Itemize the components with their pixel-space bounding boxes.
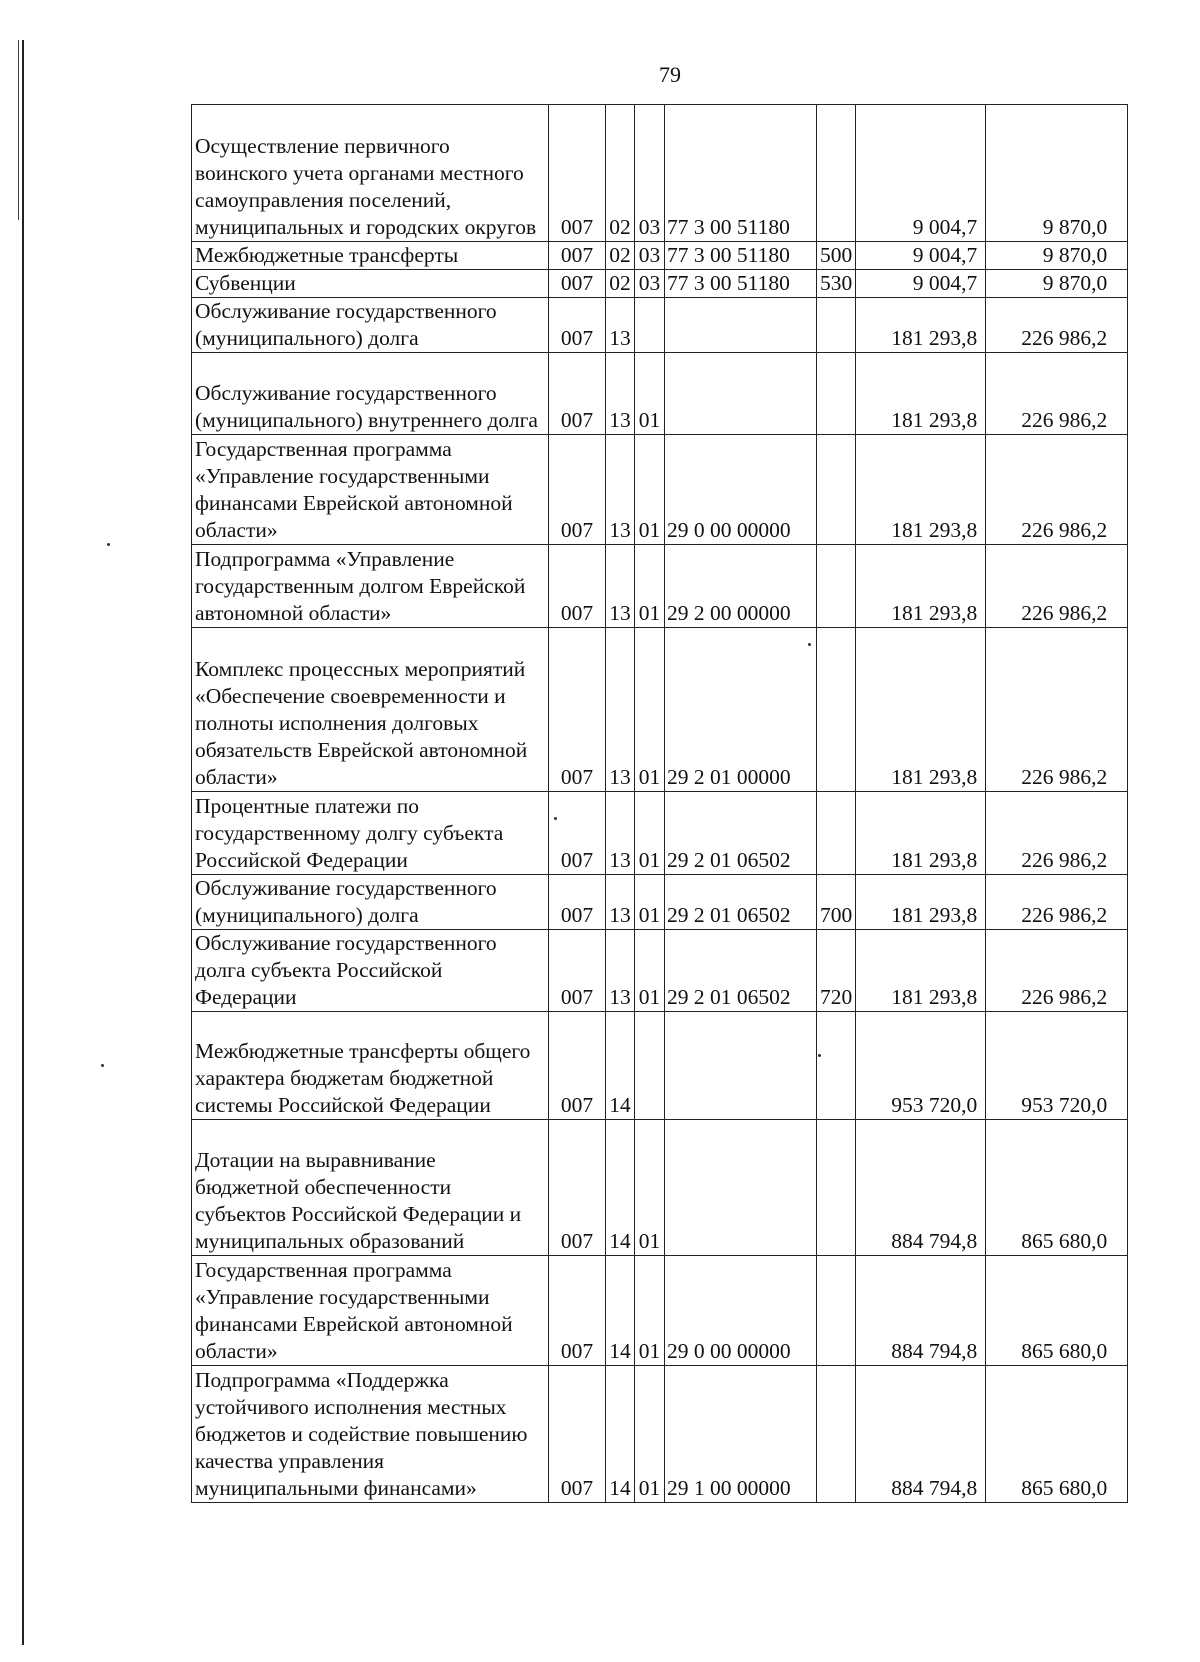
amount-year-2: 226 986,2 <box>986 545 1128 628</box>
amount-year-1: 884 794,8 <box>856 1256 986 1366</box>
subsection-code: 01 <box>635 545 665 628</box>
table-row <box>192 1256 1128 1366</box>
table-row <box>192 1120 1128 1256</box>
amount-year-1: 181 293,8 <box>856 930 986 1012</box>
expense-type-code <box>817 435 856 545</box>
amount-year-1: 181 293,8 <box>856 353 986 435</box>
target-article-code <box>665 1012 817 1120</box>
amount-year-1: 181 293,8 <box>856 628 986 792</box>
target-article-code: 29 2 01 06502 <box>665 792 817 875</box>
subsection-code: 01 <box>635 1366 665 1503</box>
ministry-code: 007 <box>549 353 606 435</box>
row-name: Государственная программа «Управление государственными финансами Еврейской автономной области» <box>192 1256 549 1366</box>
expense-type-code <box>817 1256 856 1366</box>
subsection-code: 01 <box>635 353 665 435</box>
table-row <box>192 105 1128 242</box>
section-code: 14 <box>606 1366 635 1503</box>
scan-margin-line <box>22 40 24 1645</box>
row-name: Обслуживание государственного (муниципального) внутреннего долга <box>192 353 549 435</box>
amount-year-2: 953 720,0 <box>986 1012 1128 1120</box>
section-code: 13 <box>606 545 635 628</box>
amount-year-2: 9 870,0 <box>986 242 1128 270</box>
amount-year-2: 865 680,0 <box>986 1256 1128 1366</box>
ministry-code: 007 <box>549 1012 606 1120</box>
amount-year-2: 9 870,0 <box>986 270 1128 298</box>
row-name: Государственная программа «Управление государственными финансами Еврейской автономной области» <box>192 435 549 545</box>
expense-type-code <box>817 1120 856 1256</box>
section-code: 13 <box>606 435 635 545</box>
subsection-code: 01 <box>635 792 665 875</box>
row-name: Межбюджетные трансферты <box>192 242 549 270</box>
table-row <box>192 242 1128 270</box>
ministry-code: 007 <box>549 242 606 270</box>
row-name: Дотации на выравнивание бюджетной обеспеченности субъектов Российской Федерации и муниципальных образований <box>192 1120 549 1256</box>
amount-year-2: 9 870,0 <box>986 105 1128 242</box>
subsection-code: 03 <box>635 242 665 270</box>
amount-year-1: 9 004,7 <box>856 270 986 298</box>
section-code: 13 <box>606 930 635 1012</box>
ministry-code: 007 <box>549 792 606 875</box>
subsection-code: 01 <box>635 1256 665 1366</box>
row-name: Обслуживание государственного (муниципального) долга <box>192 875 549 930</box>
table-row <box>192 875 1128 930</box>
amount-year-1: 181 293,8 <box>856 298 986 353</box>
amount-year-2: 226 986,2 <box>986 435 1128 545</box>
subsection-code: 01 <box>635 875 665 930</box>
section-code: 02 <box>606 270 635 298</box>
budget-table-body <box>192 105 1128 1503</box>
table-row <box>192 270 1128 298</box>
ministry-code: 007 <box>549 270 606 298</box>
ministry-code: 007 <box>549 1366 606 1503</box>
subsection-code: 01 <box>635 1120 665 1256</box>
subsection-code <box>635 1012 665 1120</box>
amount-year-1: 884 794,8 <box>856 1366 986 1503</box>
ministry-code: 007 <box>549 298 606 353</box>
table-row <box>192 298 1128 353</box>
table-row <box>192 545 1128 628</box>
ministry-code: 007 <box>549 435 606 545</box>
amount-year-1: 181 293,8 <box>856 792 986 875</box>
expense-type-code: 500 <box>817 242 856 270</box>
expense-type-code: 530 <box>817 270 856 298</box>
amount-year-2: 226 986,2 <box>986 628 1128 792</box>
subsection-code: 01 <box>635 628 665 792</box>
target-article-code: 29 0 00 00000 <box>665 1256 817 1366</box>
section-code: 13 <box>606 792 635 875</box>
target-article-code <box>665 353 817 435</box>
amount-year-1: 181 293,8 <box>856 435 986 545</box>
section-code: 13 <box>606 628 635 792</box>
target-article-code <box>665 298 817 353</box>
ministry-code: 007 <box>549 628 606 792</box>
expense-type-code <box>817 1366 856 1503</box>
row-name: Подпрограмма «Управление государственным долгом Еврейской автономной области» <box>192 545 549 628</box>
row-name: Процентные платежи по государственному долгу субъекта Российской Федерации <box>192 792 549 875</box>
subsection-code <box>635 298 665 353</box>
table-row <box>192 628 1128 792</box>
amount-year-2: 865 680,0 <box>986 1366 1128 1503</box>
row-name: Осуществление первичного воинского учета органами местного самоуправления поселений, муниципальных и городских округов <box>192 105 549 242</box>
subsection-code: 03 <box>635 105 665 242</box>
target-article-code <box>665 1120 817 1256</box>
amount-year-2: 226 986,2 <box>986 875 1128 930</box>
budget-table <box>191 104 1128 1503</box>
row-name: Подпрограмма «Поддержка устойчивого исполнения местных бюджетов и содействие повышению качества управления муниципальными финансами» <box>192 1366 549 1503</box>
amount-year-1: 9 004,7 <box>856 105 986 242</box>
amount-year-1: 9 004,7 <box>856 242 986 270</box>
row-name: Обслуживание государственного (муниципального) долга <box>192 298 549 353</box>
subsection-code: 03 <box>635 270 665 298</box>
section-code: 13 <box>606 353 635 435</box>
amount-year-2: 226 986,2 <box>986 298 1128 353</box>
target-article-code: 29 2 01 00000 <box>665 628 817 792</box>
scan-speck <box>101 1064 104 1067</box>
row-name: Субвенции <box>192 270 549 298</box>
section-code: 02 <box>606 242 635 270</box>
ministry-code: 007 <box>549 105 606 242</box>
subsection-code: 01 <box>635 930 665 1012</box>
section-code: 13 <box>606 298 635 353</box>
ministry-code: 007 <box>549 875 606 930</box>
table-row <box>192 1012 1128 1120</box>
target-article-code: 29 2 01 06502 <box>665 930 817 1012</box>
table-row <box>192 353 1128 435</box>
expense-type-code <box>817 792 856 875</box>
amount-year-2: 226 986,2 <box>986 792 1128 875</box>
ministry-code: 007 <box>549 1120 606 1256</box>
ministry-code: 007 <box>549 930 606 1012</box>
expense-type-code <box>817 105 856 242</box>
amount-year-1: 884 794,8 <box>856 1120 986 1256</box>
section-code: 14 <box>606 1120 635 1256</box>
table-row <box>192 792 1128 875</box>
expense-type-code <box>817 1012 856 1120</box>
section-code: 14 <box>606 1012 635 1120</box>
section-code: 13 <box>606 875 635 930</box>
ministry-code: 007 <box>549 1256 606 1366</box>
ministry-code: 007 <box>549 545 606 628</box>
row-name: Комплекс процессных мероприятий «Обеспечение своевременности и полноты исполнения долговых обязательств Еврейской автономной области» <box>192 628 549 792</box>
target-article-code: 77 3 00 51180 <box>665 270 817 298</box>
row-name: Межбюджетные трансферты общего характера бюджетам бюджетной системы Российской Федерации <box>192 1012 549 1120</box>
target-article-code: 77 3 00 51180 <box>665 105 817 242</box>
section-code: 14 <box>606 1256 635 1366</box>
amount-year-2: 226 986,2 <box>986 930 1128 1012</box>
expense-type-code <box>817 353 856 435</box>
page-number: 79 <box>659 62 681 87</box>
table-row <box>192 1366 1128 1503</box>
expense-type-code <box>817 628 856 792</box>
amount-year-1: 181 293,8 <box>856 545 986 628</box>
expense-type-code: 720 <box>817 930 856 1012</box>
target-article-code: 29 2 00 00000 <box>665 545 817 628</box>
target-article-code: 29 0 00 00000 <box>665 435 817 545</box>
table-row <box>192 930 1128 1012</box>
row-name: Обслуживание государственного долга субъекта Российской Федерации <box>192 930 549 1012</box>
amount-year-1: 953 720,0 <box>856 1012 986 1120</box>
subsection-code: 01 <box>635 435 665 545</box>
target-article-code: 29 1 00 00000 <box>665 1366 817 1503</box>
amount-year-2: 226 986,2 <box>986 353 1128 435</box>
expense-type-code <box>817 545 856 628</box>
target-article-code: 77 3 00 51180 <box>665 242 817 270</box>
expense-type-code: 700 <box>817 875 856 930</box>
expense-type-code <box>817 298 856 353</box>
target-article-code: 29 2 01 06502 <box>665 875 817 930</box>
table-row <box>192 435 1128 545</box>
section-code: 02 <box>606 105 635 242</box>
amount-year-1: 181 293,8 <box>856 875 986 930</box>
amount-year-2: 865 680,0 <box>986 1120 1128 1256</box>
scan-speck <box>107 543 110 546</box>
